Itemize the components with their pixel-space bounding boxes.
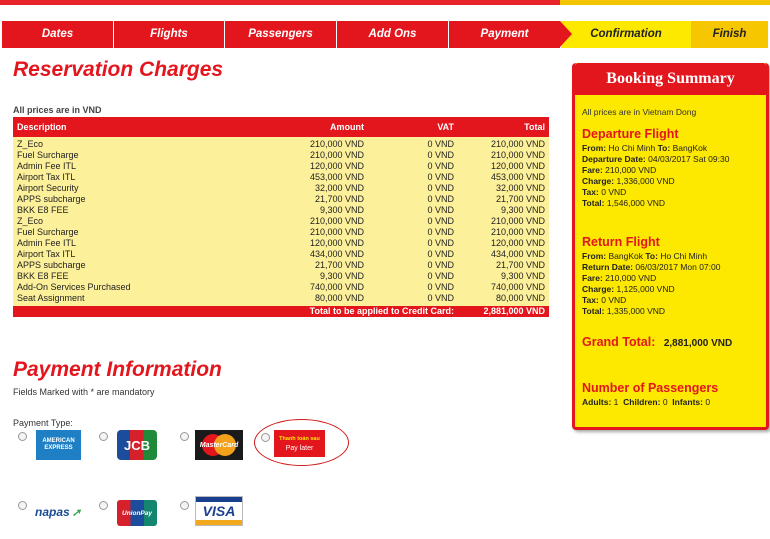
charge-total: 21,700 VND	[458, 194, 549, 205]
charge-amount: 210,000 VND	[273, 227, 368, 238]
charge-amount: 9,300 VND	[273, 271, 368, 282]
charge-vat: 0 VND	[368, 172, 458, 183]
grand-total	[582, 333, 732, 351]
charge-total: 32,000 VND	[458, 183, 549, 194]
payment-type-label: Payment Type:	[13, 418, 73, 428]
adults-count: 1	[613, 397, 619, 407]
charge-amount: 80,000 VND	[273, 293, 368, 306]
departure-from: Ho Chi Minh	[608, 143, 656, 153]
jcb-logo[interactable]: JCB	[117, 430, 157, 460]
payment-radio-amex[interactable]	[18, 432, 27, 441]
table-row	[13, 150, 549, 161]
charge-amount: 120,000 VND	[273, 238, 368, 249]
charge-description: Admin Fee ITL	[13, 161, 273, 172]
charge-description: Airport Tax ITL	[13, 172, 273, 183]
grand-total-label: Grand Total:	[582, 335, 656, 349]
table-row	[13, 249, 549, 260]
table-row	[13, 227, 549, 238]
children-count: 0	[662, 397, 668, 407]
charge-description: APPS subcharge	[13, 194, 273, 205]
charge-vat: 0 VND	[368, 260, 458, 271]
return-from: BangKok	[608, 251, 643, 261]
charge-vat: 0 VND	[368, 249, 458, 260]
charge-amount: 9,300 VND	[273, 205, 368, 216]
charge-description: Airport Security	[13, 183, 273, 194]
charge-description: Admin Fee ITL	[13, 238, 273, 249]
charge-amount: 210,000 VND	[273, 216, 368, 227]
total-value: 2,881,000 VND	[458, 306, 549, 317]
charge-total: 210,000 VND	[458, 150, 549, 161]
total-label: Total to be applied to Credit Card:	[13, 306, 458, 317]
table-total-row	[13, 306, 549, 317]
return-charge: 1,125,000 VND	[616, 284, 675, 294]
step-confirmation: Confirmation	[561, 21, 691, 48]
charge-total: 210,000 VND	[458, 216, 549, 227]
table-row	[13, 282, 549, 293]
charge-amount: 453,000 VND	[273, 172, 368, 183]
charge-description: APPS subcharge	[13, 260, 273, 271]
charge-vat: 0 VND	[368, 293, 458, 306]
charge-description: Add-On Services Purchased	[13, 282, 273, 293]
step-dates[interactable]: Dates	[2, 21, 114, 48]
charge-description: Z_Eco	[13, 216, 273, 227]
payment-radio-unionpay[interactable]	[99, 501, 108, 510]
charge-description: Z_Eco	[13, 137, 273, 150]
mandatory-note: Fields Marked with * are mandatory	[13, 387, 155, 397]
table-row	[13, 205, 549, 216]
table-row	[13, 137, 549, 150]
reservation-charges-title: Reservation Charges	[13, 58, 224, 81]
charge-vat: 0 VND	[368, 183, 458, 194]
charge-amount: 120,000 VND	[273, 161, 368, 172]
charge-amount: 21,700 VND	[273, 194, 368, 205]
visa-bottom-band	[196, 520, 242, 525]
departure-fare: 210,000 VND	[605, 165, 657, 175]
passengers-title: Number of Passengers	[582, 381, 719, 395]
amex-logo[interactable]: AMERICAN EXPRESS	[36, 430, 81, 460]
charge-amount: 21,700 VND	[273, 260, 368, 271]
charge-description: Fuel Surcharge	[13, 227, 273, 238]
charge-total: 434,000 VND	[458, 249, 549, 260]
table-row	[13, 271, 549, 282]
table-row	[13, 172, 549, 183]
charge-vat: 0 VND	[368, 238, 458, 249]
payment-radio-jcb[interactable]	[99, 432, 108, 441]
charge-amount: 740,000 VND	[273, 282, 368, 293]
departure-flight-section: Departure Flight From: Ho Chi Minh To: BangKok Departure Date: 04/03/2017 Sat 09:30 Fare: 210,000 VND Charge: 1,336,000 VND Tax: 0 VND Total: 1,546,000 VND	[582, 127, 762, 209]
charge-total: 120,000 VND	[458, 238, 549, 249]
payment-radio-mastercard[interactable]	[180, 432, 189, 441]
charge-description: BKK E8 FEE	[13, 271, 273, 282]
charge-description: Fuel Surcharge	[13, 150, 273, 161]
charge-description: BKK E8 FEE	[13, 205, 273, 216]
step-add-ons[interactable]: Add Ons	[337, 21, 449, 48]
step-payment[interactable]: Payment	[449, 21, 561, 48]
table-row	[13, 183, 549, 194]
charge-amount: 32,000 VND	[273, 183, 368, 194]
return-flight-section: Return Flight From: BangKok To: Ho Chi Minh Return Date: 06/03/2017 Mon 07:00 Fare: 210,000 VND Charge: 1,125,000 VND Tax: 0 VND Total: 1,335,000 VND	[582, 235, 721, 316]
col-amount: Amount	[273, 117, 368, 137]
col-vat: VAT	[368, 117, 458, 137]
charge-total: 210,000 VND	[458, 137, 549, 150]
charge-total: 21,700 VND	[458, 260, 549, 271]
return-date: 06/03/2017 Mon 07:00	[635, 262, 721, 272]
passengers-section: Number of Passengers Adults: 1 Children: 0 Infants: 0	[582, 381, 719, 407]
charge-vat: 0 VND	[368, 282, 458, 293]
top-accent-bar	[0, 0, 770, 5]
payment-information-title: Payment Information	[13, 358, 222, 381]
unionpay-logo[interactable]: UnionPay	[117, 500, 157, 526]
departure-tax: 0 VND	[601, 187, 627, 197]
step-flights[interactable]: Flights	[114, 21, 225, 48]
step-passengers[interactable]: Passengers	[225, 21, 337, 48]
visa-logo[interactable]: VISA	[195, 496, 243, 526]
charge-amount: 210,000 VND	[273, 150, 368, 161]
infants-count: 0	[705, 397, 711, 407]
table-header-row	[13, 117, 549, 137]
charge-vat: 0 VND	[368, 216, 458, 227]
booking-summary-panel	[572, 63, 769, 430]
mastercard-logo[interactable]: MasterCard	[195, 430, 243, 460]
departure-flight-title: Departure Flight	[582, 127, 679, 141]
table-row	[13, 293, 549, 306]
charge-vat: 0 VND	[368, 161, 458, 172]
charge-vat: 0 VND	[368, 227, 458, 238]
booking-currency-note: All prices are in Vietnam Dong	[582, 107, 697, 117]
charge-total: 9,300 VND	[458, 271, 549, 282]
table-row	[13, 194, 549, 205]
return-flight-title: Return Flight	[582, 235, 660, 249]
charge-vat: 0 VND	[368, 194, 458, 205]
departure-date: 04/03/2017 Sat 09:30	[648, 154, 730, 164]
departure-total: 1,546,000 VND	[606, 198, 666, 208]
charge-amount: 210,000 VND	[273, 137, 368, 150]
charge-total: 740,000 VND	[458, 282, 549, 293]
charge-description: Seat Assignment	[13, 293, 273, 306]
charge-total: 120,000 VND	[458, 161, 549, 172]
step-finish: Finish	[691, 21, 768, 48]
grand-total-value: 2,881,000 VND	[663, 338, 733, 349]
charge-total: 9,300 VND	[458, 205, 549, 216]
table-row	[13, 238, 549, 249]
table-row	[13, 260, 549, 271]
departure-to: BangKok	[672, 143, 708, 153]
departure-charge: 1,336,000 VND	[616, 176, 675, 186]
return-fare: 210,000 VND	[605, 273, 657, 283]
reservation-charges-table	[13, 117, 549, 317]
payment-radio-napas[interactable]	[18, 501, 27, 510]
charge-total: 80,000 VND	[458, 293, 549, 306]
return-tax: 0 VND	[601, 295, 627, 305]
napas-logo[interactable]: napas ➚	[35, 505, 81, 519]
charge-amount: 434,000 VND	[273, 249, 368, 260]
table-row	[13, 161, 549, 172]
booking-summary-title: Booking Summary	[575, 63, 766, 95]
charge-description: Airport Tax ITL	[13, 249, 273, 260]
col-description: Description	[13, 117, 273, 137]
payment-radio-visa[interactable]	[180, 501, 189, 510]
reservation-currency-note: All prices are in VND	[13, 105, 102, 115]
pay-later-highlight	[254, 419, 349, 466]
pay-later-logo[interactable]: Thanh toán sau Pay later	[274, 430, 325, 457]
charge-vat: 0 VND	[368, 150, 458, 161]
return-to: Ho Chi Minh	[660, 251, 708, 261]
charge-vat: 0 VND	[368, 205, 458, 216]
table-row	[13, 216, 549, 227]
col-total: Total	[458, 117, 549, 137]
return-total: 1,335,000 VND	[606, 306, 666, 316]
charge-vat: 0 VND	[368, 137, 458, 150]
napas-mark-icon: ➚	[71, 506, 81, 519]
booking-steps-nav	[2, 21, 768, 48]
charge-vat: 0 VND	[368, 271, 458, 282]
charge-total: 453,000 VND	[458, 172, 549, 183]
charge-total: 210,000 VND	[458, 227, 549, 238]
